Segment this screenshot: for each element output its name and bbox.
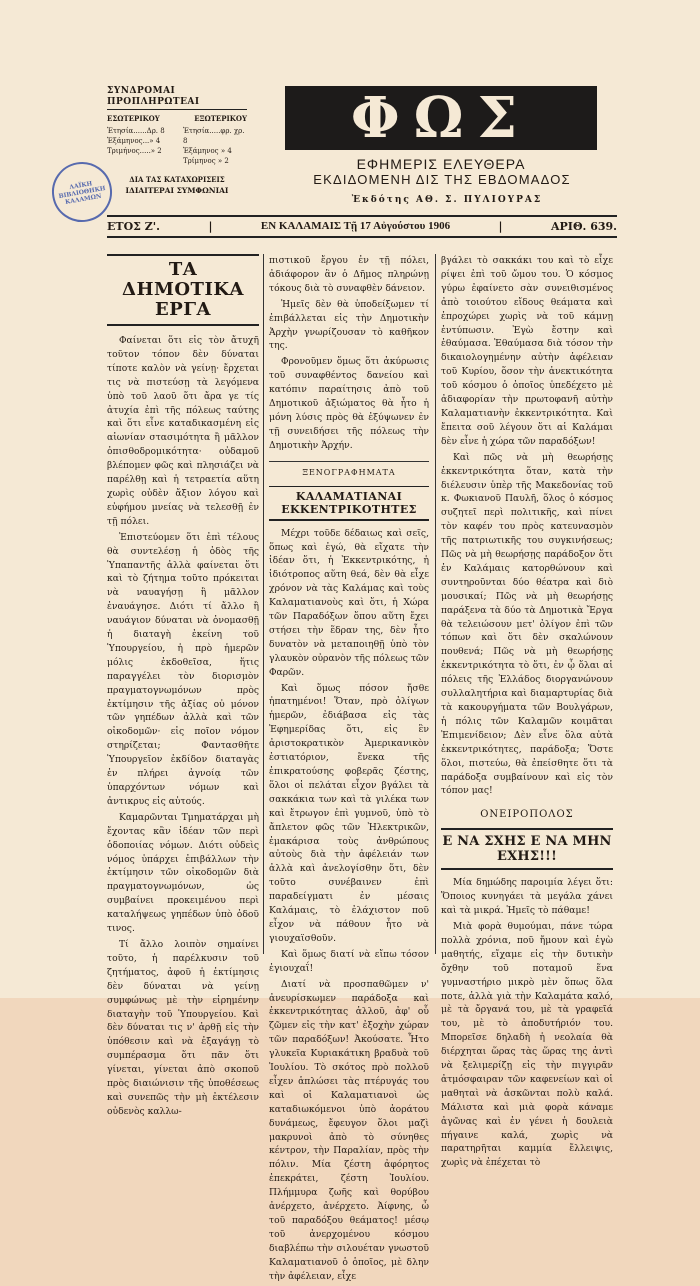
column-1 <box>107 254 259 1121</box>
ads-note-2: ΙΔΙΑΙΤΕΡΑΙ ΣΥΜΦΩΝΙΑΙ <box>125 186 229 195</box>
article-2-continuation: βγάλει τὸ σακκάκι του καὶ τὸ εἶχε ρίψει ἐπὶ τοῦ ὤμου του. Ὁ κόσμος γύρω ἐφαίνετο σὰν συνειθισμένος ἀπὸ τοιούτου εἴδους θεάματα καὶ ἐπροχώρει χωρὶς νὰ τοῦ κάμνῃ ἐντύπωσιν. Ἐγὼ ἔστην καὶ ἐθαύμασα. Ἐθαύμασα διὰ τόσον τὴν δικαιολογημένην αὐτὴν ἀφέλειαν τοῦ Κυρίου, ὅσον τὴν ἀνεκτικότητα τοῦ κόσμου ὁ ὁποῖος ὑπεδέχετο μὲ ἀδιαφορίαν τὴν πρωτοφανῆ αὐτὴν Καλαματιανὴν ἐκκεντρικότητα. Καὶ ἔπειτα σοῦ λέγουν ὅτι αἱ Καλάμαι δὲν εἶνε ἡ χώρα τῶν παραδόξων! <box>441 255 613 447</box>
rate-line: Τρίμηνος » 2 <box>183 157 229 165</box>
article-2-continuation: Καὶ πῶς νὰ μὴ θεωρήσῃς ἐκκεντρικότητα ὅταν, κατὰ τὴν διέλευσιν ὑπὲρ τῆς Μακεδονίας τοῦ κ. Φωκιανοῦ Παυλῆ, ὅλος ὁ κόσμος συζητεῖ περὶ πολιτικῆς, καὶ πίνει τὸν καφέν του πρὸς κατευνασμὸν τῆς πατριωτικῆς του συγκινήσεως; Πῶς νὰ μὴ θεωρήσῃς παράδοξον ὅτι ἐν Καλάμαις κατορθώνουν καὶ συντηροῦνται δύο θέατρα καὶ διὸ μουσικαί; Πῶς νὰ μὴ θεωρήσῃς παράξενα τὰ δύο τὰ Δημοτικὰ Ἔργα θὰ τελειώσουν μετ' ὀλίγον ἐπὶ τῶν τόπων καὶ ὅτι δὲν σκαλώνουν πουθενά; Πῶς νὰ μὴ θεωρήσῃς ἐκκεντρικότητα τὸ ὅτι, ἐν ᾧ ὅλαι αἱ πόλεις τῆς Ἑλλάδος διοργανώνουν συλλαλητήρια καὶ διαμαρτυρίας διὰ τὰ κακουργήματα τῶν Βουλγάρων, ἡ πόλις τῶν Καλαμῶν κοιμᾶται Ἐπιμενίδειον; Δὲν εἶνε ὅλα αὐτὰ ἐκκεντρικότητες, παράδοξα; Ὅστε ὅλοι, πιστεύω, θὰ ἐπείσθητε ὅτι τὰ παράδοξα συμβαίνουν καὶ εἰς τὸν τόπον μας! <box>441 451 613 797</box>
rate-line: Ἑξάμηνος...» 4 <box>107 137 161 145</box>
article-1-paragraph: Καμαρῶνται Τμηματάρχαι μὴ ἔχοντας κἂν ἰδέαν τῶν περὶ ὁδοποιίας νόμων. Διότι οὐδεὶς νόμος ὑπάρχει ἐπιβάλλων τὴν ἐκτίμησιν τῶν οἰκοδομῶν διὰ πραγματογνωμόνων, ὡς συμβαίνει προκειμένου περὶ καταλήψεως γηπέδων ὑπὸ ὁδοῦ τινος. <box>107 811 259 935</box>
article-1-continuation: Ἡμεῖς δὲν θὰ ὑποδείξωμεν τί ἐπιβάλλεται εἰς τὴν Δημοτικὴν Ἀρχὴν γνωρίζουσαν τὸ καθῆκον της. <box>269 298 429 352</box>
library-stamp: ΛΑΪΚΗ ΒΙΒΛΙΟΘΗΚΗ ΚΑΛΑΜΩΝ <box>47 157 117 227</box>
article-3-paragraph: Μιὰ φορὰ θυμούμαι, πάνε τώρα πολλὰ χρόνια, ποῦ ἤμουν καὶ ἐγὼ μαθητής, εἴχαμε εἰς τὴν δυτικὴν ὄχθην τοῦ ποταμοῦ ἕνα γυμναστήριο μικρὸ μὲν ὅπως ὅλα ποτε, ἀλλὰ γιὰ τὴν Καλαμάτα καλό, μὲ τὰ ὄργανά του, μὲ τὰ γραφεῖά του, μὲ τὸ ἀποδυτήριόν του. Μπορεῖσε δηλαδὴ ἡ νεολαία θὰ διέρχηται ὥρας τὰς ὥρας της ἀντὶ νὰ ξελιμερίζῃ εἰς τὴν πιγγιρᾶν ἀτμόσφαιραν τῶν καφενείων καὶ οἱ μαθηταὶ νὰ ἀσκῶνται πολὺ καλά. Μάλιστα καὶ μιὰ φορὰ κάναμε ἀγῶνας καὶ ἐν γένει ἡ δουλειὰ πήγαινε καλά, χωρὶς νὰ παρατηρῆται καμμία ἔλλειψις, χωρὶς νὰ ἐπέχεται τὸ <box>441 920 613 1169</box>
publisher-line: Ἐκδότης ΑΘ. Σ. ΠΥΛΙΟΥΡΑΣ <box>351 195 543 205</box>
article-2-title: ΚΑΛΑΜΑΤΙΑΝΑΙ ΕΚΚΕΝΤΡΙΚΟΤΗΤΕΣ <box>269 486 429 521</box>
interior-rates <box>107 126 171 166</box>
article-1-paragraph: Ἐπιστεύομεν ὅτι ἐπὶ τέλους θὰ συντελέσῃ ἡ ὁδὸς τῆς Ὑπαπαντῆς ἀλλὰ φαίνεται ὅτι καὶ τὸ ζήτημα τοῦτο πρόκειται νὰ ναυαγήσῃ ἢ μᾶλλον ἐναυάγησε. Διότι τί ἄλλο ἢ ναυάγιον δύναται νὰ ὀνομασθῇ ἡ διαταγὴ ἐκείνη τοῦ Ὑπουργείου, ἡ πρὸ ἡμερῶν μόλις ἐκδοθεῖσα, ἥτις παραγγέλει τὸν διορισμὸν πραγματογνωμόνων πρὸς ἐκτίμησιν τῆς ἀξίας οὐ μόνον τῶν γηπέδων ἀλλὰ καὶ τῶν οἰκοδομῶν· εἰς ποῖον νόμον στηρίζεται; Φαντασθῆτε Ὑπουργεῖον ἐκδίδον διαταγὰς ἐν πλήρει ἀγνοίᾳ τῶν ὑπαρχόντων νόμων καὶ ἀντικρυς εἰς αὐτούς. <box>107 531 259 807</box>
tagline-1: ΕΦΗΜΕΡΙΣ ΕΛΕΥΘΕΡΑ <box>356 156 526 172</box>
rate-line: Ἐτησία.....φρ. χρ. 8 <box>183 127 245 145</box>
article-2-paragraph: Καὶ ὅμως πόσον ἤσθε ἠπατημένοι! Ὅταν, πρὸ ὀλίγων ἡμερῶν, ἐδιάβασα εἰς τὰς Ἐφημερίδας ὅτι, εἰς ἓν ἀριστοκρατικὸν Ἀμερικανικὸν ἑστιατόριον, ἕνεκα τῆς ἐπικρατούσης φοβερᾶς ζέστης, ὅλοι οἱ πελάται εἶχον βγάλει τὰ σακκάκια των καὶ τὰ γιλέκα των καὶ ἔτρωγον ἐπὶ γυμνοῦ, ὑπὸ τὸ ἄπλετον φῶς τῶν Ἠλεκτρικῶν, ἐμακάρισα τοὺς ἀνθρώπους αὐτοὺς διὰ τὴν ἀφέλειάν των ἀλλὰ καὶ ἀνελογίσθην ὅτι, δὲν τοῦτο συνέβαινεν ἐπὶ παραδείγματι ἐν μέσαις Καλάμαις, τὸ ἐλάχιστον ποῦ εἶχον νὰ πάθουν ἦτο νὰ γιουχαϊσθοῦν. <box>269 682 429 944</box>
article-1-paragraph: Τί ἄλλο λοιπὸν σημαίνει τοῦτο, ἡ παρέλκυσιν τοῦ ζητήματος, ἀφοῦ ἡ ἐκτίμησις δὲν δύναται νὰ γείνῃ συμφώνως μὲ τὴν εἰρημένην διαταγὴν τοῦ Ὑπουργείου. Καὶ δὲν δύναται τις ν' ἀρθῇ εἰς τὴν ὑπόθεσιν καὶ νὰ ἐξαγάγῃ τὸ συμπέρασμα ὅτι πᾶν ὅτι γίνεται, γίνεται ἀπὸ σκοποῦ πρὸς διαιώνισιν τῆς ὑποθέσεως καὶ συνεπῶς τὴν μὴ ἐκτέλεσιν οὐδενὸς καλλω- <box>107 938 259 1117</box>
tagline-2: ΕΚΔΙΔΟΜΕΝΗ ΔΙΣ ΤΗΣ ΕΒΔΟΜΑΔΟΣ <box>313 172 571 187</box>
exterior-label: ΕΞΩΤΕΡΙΚΟΥ <box>194 114 247 123</box>
exterior-rates <box>183 126 247 166</box>
subscription-labels <box>107 113 247 124</box>
article-2-paragraph: Διατί νὰ προσπαθῶμεν ν' ἀνευρίσκωμεν παράδοξα καὶ ἐκκεντρικότητας ἀλλοῦ, ἀφ' οὗ ζῶμεν εἰς τὴν κατ' ἐξοχὴν χώραν τῶν παραδόξων! Ἀκούσατε. Ἦτο γλυκεῖα Κυριακάτικη βραδυὰ τοῦ Ἰουλίου. Τὸ σκότος πρὸ πολλοῦ εἶχεν ἁπλώσει τὰς πτέρυγάς του καὶ οἱ Καλαματιανοὶ ὡς καταδιωκόμενοι ὑπὸ ἀοράτου δυνάμεως, ἔφευγον ὅλοι μαζὶ μακρυνοὶ ἀπὸ τὸ σύνηθες κέντρον, τὴν Παραλίαν, πρὸς τὴν πόλιν. Μία ζέστη ἀφόρητος ἐπεκράτει, ζέστη Ἰουλίου. Πλήμμυρα ζωῆς καὶ θορύβου ἀνέρχετο, ἀνέρχετο. Ἀίφνης, ὦ τοῦ παραδόξου θεάματος! μέσῳ τοῦ ἀνερχομένου κόσμου διαβλέπω τὴν σιλουέταν γνωστοῦ Καλαματιανοῦ ὁ ὁποῖος, μὲ δλην τὴν ἀφέλειαν, εἶχε <box>269 978 429 1282</box>
rate-line: Τριμήνος.....» 2 <box>107 147 162 155</box>
article-1-continuation: πιστικοῦ ἔργου ἐν τῇ πόλει, ἀδιάφορον ἂν ὁ Δῆμος πληρώνῃ τόκους διὰ τὸ συναφθὲν δάνειον. <box>269 255 429 294</box>
column-rule <box>263 254 264 954</box>
article-1-paragraph: Φαίνεται ὅτι εἰς τὸν ἄτυχῆ τοῦτον τόπον δὲν δύναται τίποτε καλὸν νὰ γείνῃ· ἔρχεται τις νὰ πιστεύσῃ τὰ λεγόμενα ὑπὸ τοῦ λαοῦ ὅτι ἄρα γε τίς ἀτυχία ἐπὶ τῆς πόλεως ταύτης καὶ ὅτι εἶνε καταδικασμένη εἰς αἰωνίαν στασιμότητα ἢ μᾶλλον ὀπισθοδρομικότητα· οὐδαμοῦ βλέπομεν φῶς καὶ πλησιάζει νὰ παρέλθῃ καὶ ἡ τετραετία αὕτη χωρὶς οὐδὲν ἄξιον λόγου καὶ εὐφήμου μνείας νὰ τελεσθῇ ἐν τῇ πόλει. <box>107 335 259 527</box>
article-1-title: ΤΑ ΔΗΜΟΤΙΚΑ ΕΡΓΑ <box>107 254 259 326</box>
column-rule <box>435 254 436 954</box>
subscription-box <box>107 86 247 196</box>
column-3 <box>441 254 613 1172</box>
rate-line: Ἑξάμηνος » 4 <box>183 147 232 155</box>
issue-label: ΑΡΙΘ. 639. <box>551 220 617 233</box>
dateline: ΕΤΟΣ Ζ'. | ΕΝ ΚΑΛΑΜΑΙΣ Τῇ 17 Αὐγούστου 1906 | ΑΡΙΘ. 639. <box>107 215 617 238</box>
subscription-title: ΣΥΝΔΡΟΜΑΙ ΠΡΟΠΛΗΡΩΤΕΑΙ <box>107 86 247 110</box>
page-content <box>58 62 617 1282</box>
interior-label: ΕΣΩΤΕΡΙΚΟΥ <box>107 114 160 123</box>
year-label: ΕΤΟΣ Ζ'. <box>107 220 160 233</box>
newspaper-logo: ΦΩΣ <box>285 86 597 150</box>
article-2-paragraph: Μέχρι τοῦδε δέδαιως καὶ σεῖς, ὅπως καὶ ἐγώ, θὰ εἴχατε τὴν ἰδέαν ὅτι, ἡ Ἐκκεντρικότης, ἡ ἰδιότροπος αὕτη θεά, δὲν θὰ εἶχε χρόνον νὰ τὰς Καλάμας καὶ τοὺς Καλαματιανοὺς καὶ ὅτι, ἡ Χώρα τῶν Παραδόξων ὅπου αὕτη ἔχει στήσει τὴν ἕδραν της, δὲν ἦτο δυνατὸν νὰ μεταποιηθῇ ὑπὸ τὸν γλαυκὸν οὐρανὸν τῆς πόλεως τῶν Φαρῶν. <box>269 527 429 678</box>
article-1-continuation: Φρονοῦμεν ὅμως ὅτι ἀκύρωσις τοῦ συναφθέντος δανείου καὶ κατόπιν παραίτησις ἀπὸ τοῦ Δημοτικοῦ ἀξιώματος θὰ ἦτο ἡ μόνη λύσις πρὸς θὰ ἐξύψωνεν ἐν τῇ συνειδήσει τῆς πόλεως τὴν Δημοτικὴν Ἀρχήν. <box>269 356 429 451</box>
article-3-title: Ε ΝΑ ΣΧΗΣ Ε ΝΑ ΜΗΝ ΕΧΗΣ!!! <box>441 828 613 870</box>
ads-note: ΔΙΑ ΤΑΣ ΚΑΤΑΧΩΡΙΣΕΙΣ <box>129 175 225 184</box>
date-label: ΕΝ ΚΑΛΑΜΑΙΣ Τῇ 17 Αὐγούστου 1906 <box>260 220 451 232</box>
article-2-signature: ΟΝΕΙΡΟΠΟΛΟΣ <box>480 809 574 821</box>
rate-line: Ἐτησία......Δρ. 8 <box>107 127 165 135</box>
article-2-paragraph: Καὶ ὅμως διατί νὰ εἴπω τόσον ἐγιουχαΐ! <box>269 948 429 974</box>
subscription-rates <box>107 126 247 166</box>
article-3-paragraph: Μία δημώδης παροιμία λέγει ὅτι: Ὅποιος κυνηγάει τὰ μεγάλα χάνει καὶ τὰ μικρά. Ἡμεῖς τὸ πάθαμε! <box>441 877 613 917</box>
column-2 <box>269 254 429 1286</box>
article-2-kicker: ΞΕΝΟΓΡΑΦΗΜΑΤΑ <box>269 461 429 480</box>
